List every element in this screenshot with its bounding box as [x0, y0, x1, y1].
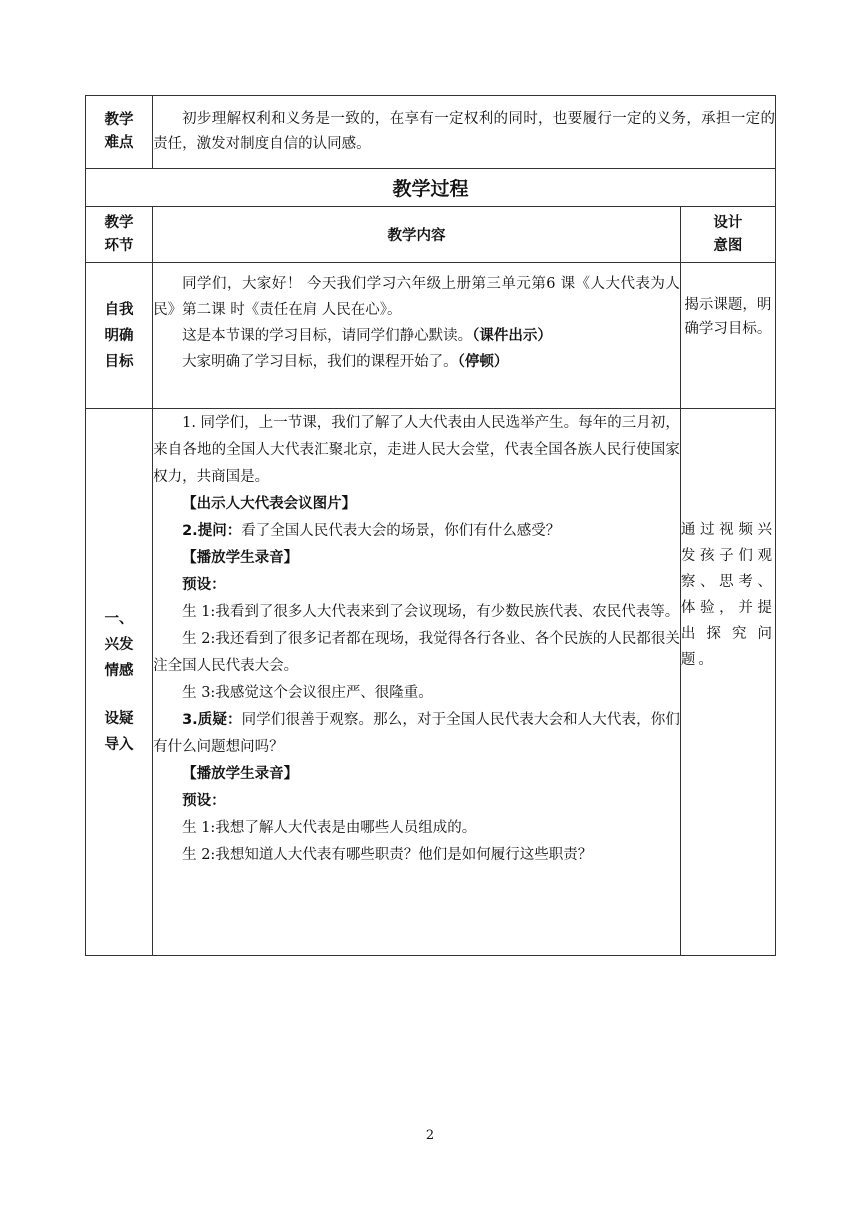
header-stage: 教学 环节 [86, 207, 153, 263]
section2-paragraph: 【播放学生录音】 [182, 550, 299, 566]
section2-paragraph: 2.提问：看了全国人民代表大会的场景，你们有什么感受？ [182, 523, 561, 539]
table-header-row [86, 207, 776, 263]
section2-paragraph: 生 1:我看到了很多人大代表来到了会议现场，有少数民族代表、农民代表等。 [182, 604, 680, 620]
section2-paragraph: 预设： [182, 793, 226, 809]
difficulty-text-cell [153, 96, 776, 169]
section1-row [86, 263, 776, 409]
header-design: 设计 意图 [680, 207, 775, 263]
header-content: 教学内容 [153, 207, 681, 263]
process-title-row [86, 169, 776, 207]
section2-paragraph: 生 1:我想了解人大代表是由哪些人员组成的。 [182, 820, 477, 836]
section2-label: 一、 兴发 情感 设疑 导入 [86, 409, 153, 956]
section2-paragraph: 1. 同学们，上一节课，我们了解了人大代表由人民选举产生。每年的三月初，来自各地的全国人大代表汇聚北京，走进人民大会堂，代表全国各族人民行使国家权力，共商国是。 [153, 415, 680, 485]
section2-paragraph: 生 2:我想知道人大代表有哪些职责？他们是如何履行这些职责？ [182, 847, 593, 863]
section2-paragraph: 3.质疑：同学们很善于观察。那么，对于全国人民代表大会和人大代表，你们有什么问题想问吗？ [153, 712, 680, 755]
section2-paragraph: 预设： [182, 577, 226, 593]
section2-paragraph: 生 3:我感觉这个会议很庄严、很隆重。 [182, 685, 433, 701]
section1-paragraph: 这是本节课的学习目标，请同学们静心默读。（课件出示） [182, 328, 552, 344]
section2-content [153, 409, 681, 956]
section2-paragraph: 【播放学生录音】 [182, 766, 299, 782]
difficulty-text: 初步理解权利和义务是一致的，在享有一定权利的同时，也要履行一定的义务，承担一定的责任，激发对制度自信的认同感。 [153, 111, 775, 152]
process-title: 教学过程 [86, 169, 776, 207]
section1-label: 自我 明确 目标 [86, 263, 153, 409]
section2-row [86, 409, 776, 956]
difficulty-label: 教学 难点 [86, 96, 153, 169]
section1-design: 揭示课题，明确学习目标。 [680, 263, 775, 409]
section1-content [153, 263, 681, 409]
section2-paragraph: 生 2:我还看到了很多记者都在现场，我觉得各行各业、各个民族的人民都很关注全国人民代表大会。 [153, 631, 680, 674]
section2-paragraph: 【出示人大代表会议图片】 [182, 496, 357, 512]
lesson-plan-table [85, 95, 776, 956]
section1-paragraph: 大家明确了学习目标，我们的课程开始了。（停顿） [182, 354, 509, 370]
page-number: 2 [425, 1128, 435, 1143]
difficulty-row [86, 96, 776, 169]
section2-design: 通过视频兴发孩子们观察、思考、体验，并提出探究问题。 [680, 409, 775, 956]
section1-paragraph: 同学们，大家好！ 今天我们学习六年级上册第三单元第6 课《人大代表为人民》第二课 时《责任在肩 人民在心》。 [153, 276, 680, 318]
